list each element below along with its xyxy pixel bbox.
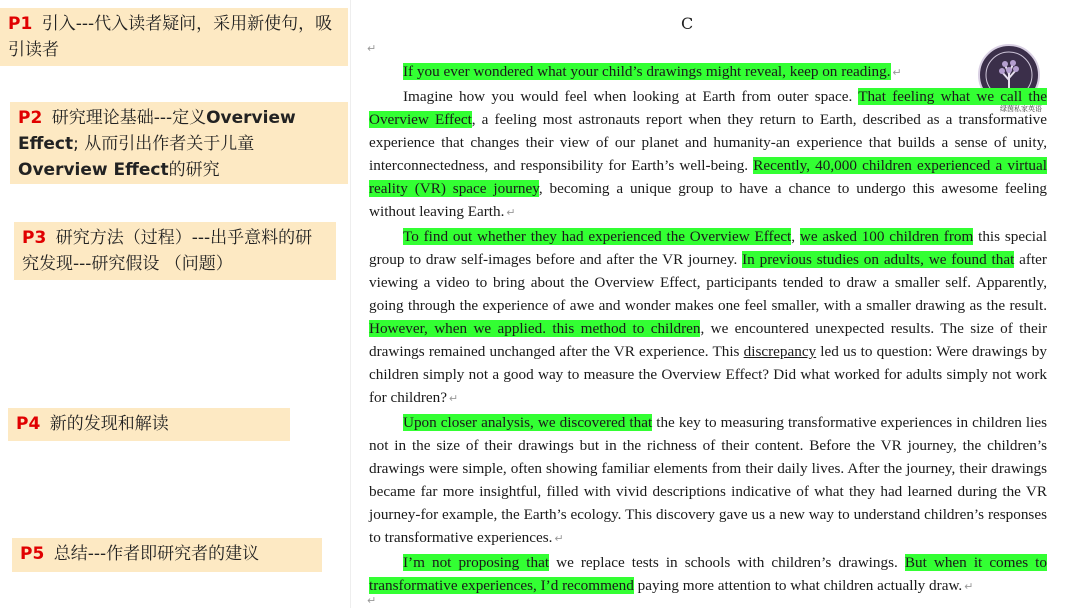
text-run: , a feeling most astronauts report when they return to Earth, described as a transformative experience that changes their view of our planet and humanity-an experience that builds a sense of unity, interconnectedness, and responsibility for Earth’s well-being. — [369, 111, 1047, 174]
note-term: Overview Effect — [18, 108, 296, 154]
paragraph-mark-icon: ↵ — [367, 42, 377, 55]
highlight: But when it comes to transformative experiences, I’d recommend — [369, 554, 1047, 594]
paragraph-mark-icon: ↵ — [367, 594, 377, 607]
note-tag: P1 — [8, 14, 33, 34]
text-run: led us to question: Were drawings by children simply not a good way to measure the Overview Effect? Did what worked for adults simply not work for children? — [369, 343, 1047, 406]
passage-letter: C — [681, 14, 694, 33]
paragraph-1 — [369, 60, 1047, 85]
text-run: the key to measuring transformative experiences in children lies not in the size of their drawings but in the richness of their content. Before the VR journey, the children’s drawings were simple, often showing familiar elements from their daily lives. After the journey, their drawings became far more insightful, filled with vivid descriptions indicative of what they had learned during the VR journey-for example, the Earth’s ecology. This discovery gave us a new way to understand children’s responses to transformative experiences. — [369, 414, 1047, 546]
text-run: paying more attention to what children actually draw. — [633, 577, 963, 594]
note-tag: P5 — [20, 544, 45, 564]
note-text: 研究理论基础---定义 — [46, 108, 207, 128]
text-run: , — [791, 228, 800, 245]
paragraph-3 — [369, 225, 1047, 411]
document-page — [350, 0, 1066, 608]
note-text: ; 从而引出作者关于儿童 — [73, 134, 255, 154]
note-text: 引入---代入读者疑问，采用新使句，吸引读者 — [8, 14, 333, 60]
note-p4 — [8, 408, 290, 441]
highlight: Recently, 40,000 children experienced a virtual reality (VR) space journey — [369, 157, 1047, 197]
paragraph-4 — [369, 411, 1047, 551]
highlight: In previous studies on adults, we found that — [742, 251, 1015, 268]
passage-text — [369, 60, 1047, 599]
return-mark-icon: ↵ — [964, 581, 974, 593]
annotation-panel — [0, 0, 350, 608]
note-p1 — [0, 8, 348, 66]
text-run: this special group to draw self-images before and after the VR journey. — [369, 228, 1047, 268]
highlight: we asked 100 children from — [799, 228, 974, 245]
highlight: Upon closer analysis, we discovered that — [403, 414, 653, 431]
note-text: 总结---作者即研究者的建议 — [48, 544, 260, 564]
note-text: 研究方法（过程）---出乎意料的研究发现---研究假设 （问题） — [22, 228, 313, 274]
return-mark-icon: ↵ — [892, 67, 902, 79]
return-mark-icon: ↵ — [506, 207, 516, 219]
logo-caption: 绿茵私家英语 — [1000, 105, 1042, 113]
text-run: we replace tests in schools with children’s drawings. — [549, 554, 905, 571]
return-mark-icon: ↵ — [554, 533, 564, 545]
return-mark-icon: ↵ — [449, 393, 459, 405]
text-run: Imagine how you would feel when looking at Earth from outer space. — [403, 88, 859, 105]
note-text: 新的发现和解读 — [44, 414, 169, 434]
text-run: , becoming a unique group to have a chance to undergo this awesome feeling without leaving Earth. — [369, 180, 1048, 220]
highlight: To find out whether they had experienced the Overview Effect — [403, 228, 792, 245]
note-tag: P2 — [18, 108, 43, 128]
note-p2 — [10, 102, 348, 184]
underlined-word: discrepancy — [743, 343, 817, 360]
note-tag: P4 — [16, 414, 41, 434]
paragraph-5 — [369, 551, 1047, 599]
note-text: 的研究 — [168, 160, 220, 180]
paragraph-2 — [369, 85, 1047, 225]
highlight: I’m not proposing that — [403, 554, 550, 571]
highlight: If you ever wondered what your child’s drawings might reveal, keep on reading. — [403, 63, 891, 80]
highlight: However, when we applied. this method to children — [369, 320, 701, 337]
highlight: That feeling what we call the Overview Effect — [369, 88, 1047, 128]
text-run: after viewing a video to bring about the Overview Effect, participants tended to draw a smaller self. Apparently, going through the experience of awe and wonder makes one feel smaller, with a smaller drawing as the result. — [369, 251, 1047, 314]
note-tag: P3 — [22, 228, 47, 248]
text-run: , we encountered unexpected results. The size of their drawings remained unchanged after the VR experience. This — [369, 320, 1048, 360]
note-p5 — [12, 538, 322, 572]
note-p3 — [14, 222, 336, 280]
note-term: Overview Effect — [18, 160, 169, 180]
